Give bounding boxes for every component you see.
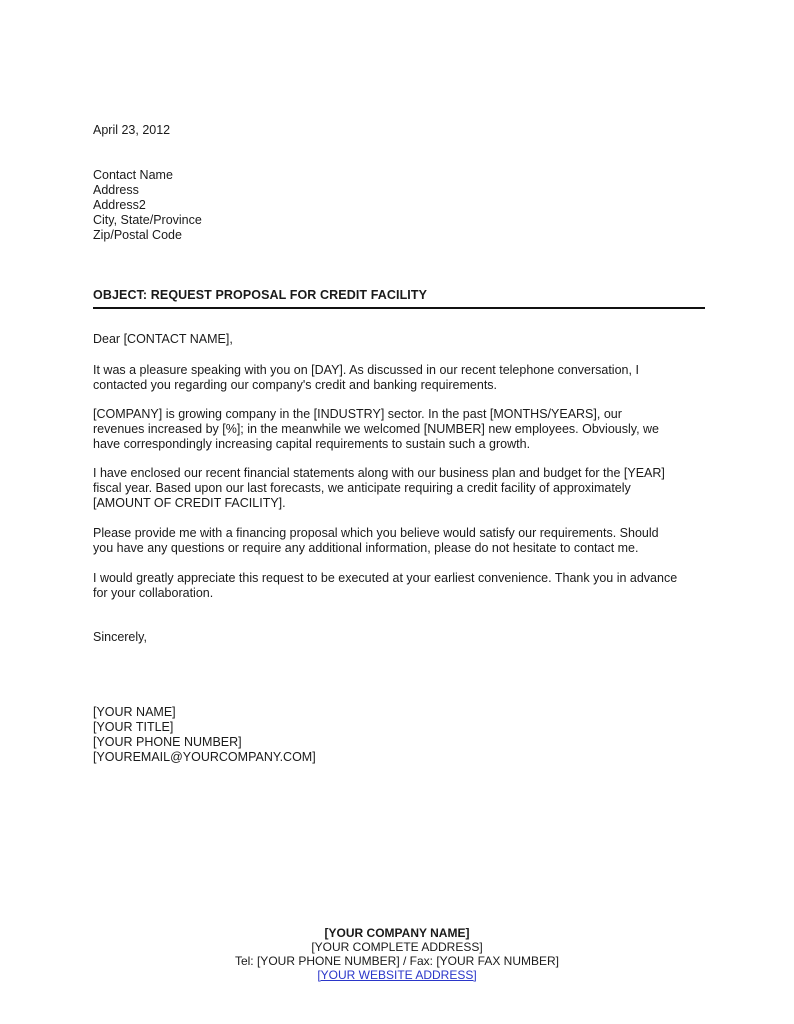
paragraph-line: [COMPANY] is growing company in the [INDUSTRY] sector. In the past [MONTHS/YEARS], our <box>93 407 622 421</box>
letter-date <box>93 123 708 138</box>
paragraph-line: have correspondingly increasing capital requirements to sustain such a growth. <box>93 437 531 451</box>
paragraph-line: [AMOUNT OF CREDIT FACILITY]. <box>93 496 286 510</box>
date-text: April 23, 2012 <box>93 123 171 137</box>
body-paragraph-5 <box>93 571 708 601</box>
contact-name: Contact Name <box>93 168 173 182</box>
signature-title: [YOUR TITLE] <box>93 720 174 734</box>
subject-line <box>93 288 708 303</box>
footer-address: [YOUR COMPLETE ADDRESS] <box>311 940 483 954</box>
footer-company-name: [YOUR COMPANY NAME] <box>324 926 470 940</box>
signature-email: [YOUREMAIL@YOURCOMPANY.COM] <box>93 750 316 764</box>
body-paragraph-1 <box>93 363 708 393</box>
salutation-text: Dear [CONTACT NAME], <box>93 332 233 346</box>
paragraph-line: revenues increased by [%]; in the meanwhile we welcomed [NUMBER] new employees. Obviously, we <box>93 422 659 436</box>
paragraph-line: for your collaboration. <box>93 586 214 600</box>
paragraph-line: contacted you regarding our company's credit and banking requirements. <box>93 378 498 392</box>
paragraph-line: fiscal year. Based upon our last forecasts, we anticipate requiring a credit facility of approximately <box>93 481 631 495</box>
body-paragraph-4 <box>93 526 708 556</box>
address-line-1: Address <box>93 183 139 197</box>
salutation <box>93 332 708 347</box>
closing-text: Sincerely, <box>93 630 147 644</box>
body-paragraph-3 <box>93 466 708 511</box>
recipient-address <box>93 168 708 243</box>
paragraph-line: I would greatly appreciate this request to be executed at your earliest convenience. Thank you in advance <box>93 571 678 585</box>
subject-text: OBJECT: REQUEST PROPOSAL FOR CREDIT FACILITY <box>93 288 428 302</box>
signature-name: [YOUR NAME] <box>93 705 176 719</box>
paragraph-line: Please provide me with a financing proposal which you believe would satisfy our requirements. Should <box>93 526 659 540</box>
footer-contact: Tel: [YOUR PHONE NUMBER] / Fax: [YOUR FAX NUMBER] <box>234 954 560 968</box>
subject-divider <box>93 307 705 309</box>
footer-website-link[interactable]: [YOUR WEBSITE ADDRESS] <box>317 968 477 982</box>
letter-footer <box>0 926 794 982</box>
city-state: City, State/Province <box>93 213 202 227</box>
closing <box>93 630 708 645</box>
address-line-2: Address2 <box>93 198 146 212</box>
paragraph-line: It was a pleasure speaking with you on [DAY]. As discussed in our recent telephone conversation, I <box>93 363 639 377</box>
signature-block <box>93 705 708 765</box>
zip-code: Zip/Postal Code <box>93 228 182 242</box>
body-paragraph-2 <box>93 407 708 452</box>
paragraph-line: you have any questions or require any additional information, please do not hesitate to contact me. <box>93 541 639 555</box>
signature-phone: [YOUR PHONE NUMBER] <box>93 735 242 749</box>
paragraph-line: I have enclosed our recent financial statements along with our business plan and budget for the [YEAR] <box>93 466 665 480</box>
